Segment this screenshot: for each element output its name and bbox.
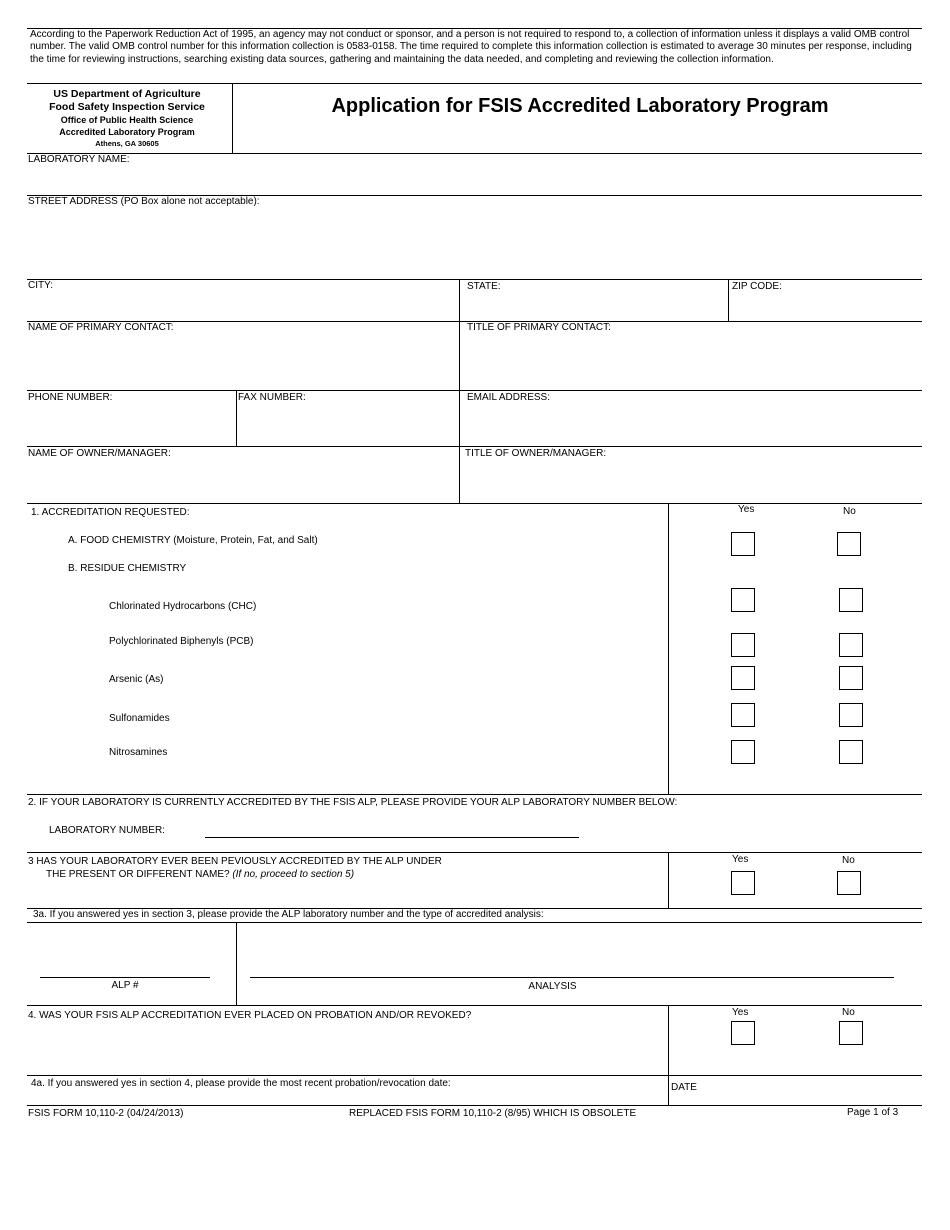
- agency-block: [27, 88, 227, 150]
- residue-pcb-yes-checkbox[interactable]: [731, 633, 755, 657]
- date-label: DATE: [671, 1082, 697, 1093]
- city-label: CITY:: [28, 280, 54, 291]
- email-label: EMAIL ADDRESS:: [467, 392, 550, 403]
- residue-pcb-label: Polychlorinated Biphenyls (PCB): [109, 636, 254, 647]
- food-chemistry-yes-checkbox[interactable]: [731, 532, 755, 556]
- street-address-field[interactable]: [27, 208, 922, 278]
- rule: [27, 503, 922, 504]
- primary-contact-title-label: TITLE OF PRIMARY CONTACT:: [467, 322, 611, 333]
- rule: [27, 279, 922, 280]
- rule: [459, 279, 460, 503]
- rule: [236, 922, 237, 1005]
- residue-arsenic-label: Arsenic (As): [109, 674, 164, 685]
- section3-no-checkbox[interactable]: [837, 871, 861, 895]
- food-chemistry-no-checkbox[interactable]: [837, 532, 861, 556]
- phone-label: PHONE NUMBER:: [28, 392, 113, 403]
- rule: [27, 1105, 922, 1106]
- residue-nitrosamines-yes-checkbox[interactable]: [731, 740, 755, 764]
- laboratory-number-label: LABORATORY NUMBER:: [49, 825, 165, 836]
- residue-sulfonamides-yes-checkbox[interactable]: [731, 703, 755, 727]
- phone-field[interactable]: [27, 404, 234, 446]
- alp-number-field[interactable]: [40, 955, 210, 978]
- section1-yes-label: Yes: [738, 504, 755, 515]
- agency-line2: Food Safety Inspection Service: [49, 101, 205, 113]
- rule: [668, 1005, 669, 1105]
- residue-sulfonamides-label: Sulfonamides: [109, 713, 170, 724]
- section3-question-line2: [46, 869, 354, 881]
- rule: [232, 83, 233, 153]
- rule: [668, 852, 669, 908]
- section3-yes-checkbox[interactable]: [731, 871, 755, 895]
- owner-title-field[interactable]: [462, 460, 920, 502]
- section1-no-label: No: [843, 506, 856, 517]
- residue-nitrosamines-no-checkbox[interactable]: [839, 740, 863, 764]
- section3-yes-label: Yes: [732, 854, 749, 865]
- rule: [27, 83, 922, 84]
- section2-question: 2. IF YOUR LABORATORY IS CURRENTLY ACCREDITED BY THE FSIS ALP, PLEASE PROVIDE YOUR ALP LABORATORY NUMBER BELOW:: [28, 797, 678, 808]
- fax-field[interactable]: [238, 404, 457, 446]
- zip-field[interactable]: [730, 293, 920, 321]
- footer-form-number: FSIS FORM 10,110-2 (04/24/2013): [28, 1108, 184, 1119]
- section1-heading: 1. ACCREDITATION REQUESTED:: [31, 507, 190, 518]
- city-field[interactable]: [27, 292, 457, 320]
- owner-name-label: NAME OF OWNER/MANAGER:: [28, 448, 171, 459]
- laboratory-name-field[interactable]: [27, 166, 922, 194]
- rule: [728, 279, 729, 321]
- residue-chemistry-label: B. RESIDUE CHEMISTRY: [68, 563, 187, 574]
- residue-sulfonamides-no-checkbox[interactable]: [839, 703, 863, 727]
- alp-number-label: ALP #: [111, 980, 139, 991]
- section3-question-note: (If no, proceed to section 5): [232, 869, 355, 880]
- state-field[interactable]: [462, 293, 726, 321]
- rule: [27, 390, 922, 391]
- section3-question-line1: 3 HAS YOUR LABORATORY EVER BEEN PEVIOUSLY ACCREDITED BY THE ALP UNDER: [28, 856, 442, 867]
- date-field[interactable]: [702, 1078, 920, 1103]
- rule: [27, 1005, 922, 1006]
- zip-label: ZIP CODE:: [732, 281, 782, 292]
- food-chemistry-label: A. FOOD CHEMISTRY (Moisture, Protein, Fat, and Salt): [68, 535, 318, 546]
- fax-label: FAX NUMBER:: [238, 392, 306, 403]
- section4-yes-label: Yes: [732, 1007, 749, 1018]
- section4-question: 4. WAS YOUR FSIS ALP ACCREDITATION EVER PLACED ON PROBATION AND/OR REVOKED?: [28, 1010, 472, 1021]
- section4-no-label: No: [842, 1007, 855, 1018]
- footer-replaced-notice: REPLACED FSIS FORM 10,110-2 (8/95) WHICH IS OBSOLETE: [349, 1108, 637, 1119]
- section3-question-main: THE PRESENT OR DIFFERENT NAME?: [46, 869, 230, 880]
- primary-contact-name-field[interactable]: [27, 334, 457, 389]
- section4a-question: 4a. If you answered yes in section 4, please provide the most recent probation/revocation date:: [31, 1078, 451, 1089]
- analysis-label: ANALYSIS: [528, 981, 577, 992]
- section3-no-label: No: [842, 855, 855, 866]
- rule: [668, 503, 669, 794]
- primary-contact-name-label: NAME OF PRIMARY CONTACT:: [28, 322, 174, 333]
- residue-pcb-no-checkbox[interactable]: [839, 633, 863, 657]
- agency-line3: Office of Public Health Science: [60, 115, 194, 125]
- residue-chc-yes-checkbox[interactable]: [731, 588, 755, 612]
- page-title: Application for FSIS Accredited Laboratory Program: [331, 95, 829, 117]
- rule: [27, 446, 922, 447]
- primary-contact-title-field[interactable]: [462, 334, 920, 389]
- rule: [236, 390, 237, 446]
- street-address-label: STREET ADDRESS (PO Box alone not acceptable):: [28, 196, 260, 207]
- rule: [27, 852, 922, 853]
- residue-arsenic-yes-checkbox[interactable]: [731, 666, 755, 690]
- section4-yes-checkbox[interactable]: [731, 1021, 755, 1045]
- agency-line5: Athens, GA 30605: [95, 139, 159, 148]
- owner-title-label: TITLE OF OWNER/MANAGER:: [465, 448, 607, 459]
- rule: [27, 153, 922, 154]
- rule: [27, 794, 922, 795]
- agency-line4: Accredited Laboratory Program: [59, 127, 195, 137]
- analysis-field[interactable]: [250, 955, 894, 978]
- section4-no-checkbox[interactable]: [839, 1021, 863, 1045]
- rule: [27, 922, 922, 923]
- email-field[interactable]: [462, 404, 920, 446]
- agency-line1: US Department of Agriculture: [53, 88, 201, 100]
- footer-page-number: Page 1 of 3: [847, 1107, 899, 1118]
- laboratory-number-field[interactable]: [205, 822, 579, 838]
- state-label: STATE:: [467, 281, 501, 292]
- rule: [27, 1075, 922, 1076]
- laboratory-name-label: LABORATORY NAME:: [28, 154, 130, 165]
- owner-name-field[interactable]: [27, 460, 457, 502]
- paperwork-notice: According to the Paperwork Reduction Act of 1995, an agency may not conduct or sponsor, and a person is not required to respond to, a collection of information unless it displays a valid OMB control number. The valid OMB control number for this information collection is 0583-0158. The time required to complete this information collection is estimated to average 30 minutes per response, including the time for reviewing instructions, searching existing data sources, gathering and maintaining the data needed, and completing and reviewing the collection information.: [30, 29, 912, 65]
- residue-nitrosamines-label: Nitrosamines: [109, 747, 168, 758]
- residue-arsenic-no-checkbox[interactable]: [839, 666, 863, 690]
- section3a-question: 3a. If you answered yes in section 3, please provide the ALP laboratory number and the type of accredited analysis:: [33, 909, 544, 920]
- residue-chc-no-checkbox[interactable]: [839, 588, 863, 612]
- residue-chc-label: Chlorinated Hydrocarbons (CHC): [109, 601, 257, 612]
